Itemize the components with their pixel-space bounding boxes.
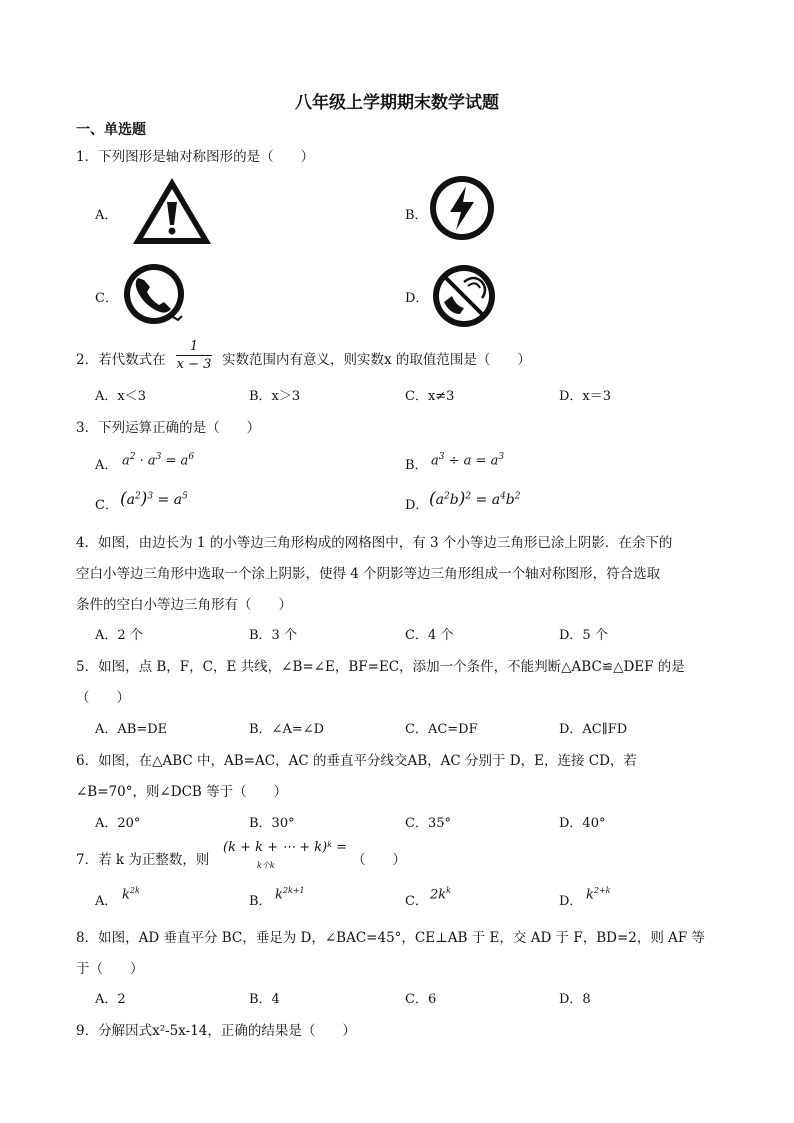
section-heading: 一、单选题 <box>76 122 146 138</box>
q2-option-d: D．x＝3 <box>559 389 612 404</box>
question-9-stem: 9．分解因式x²-5x-14，正确的结果是（ ） <box>76 1023 356 1039</box>
q3-option-b-expression: $a^3 \div a = a^3$ <box>431 452 505 469</box>
question-5-line-2: （ ） <box>76 690 130 706</box>
page-title: 八年级上学期期末数学试题 <box>295 93 499 113</box>
q4-option-b: B．3 个 <box>249 628 297 643</box>
q1-option-b-label: B． <box>405 208 428 223</box>
question-1-stem: 1．下列图形是轴对称图形的是（ ） <box>76 149 315 165</box>
q7-option-c-label: C． <box>405 894 428 909</box>
question-4-line-2: 空白小等边三角形中选取一个涂上阴影，使得 4 个阴影等边三角形组成一个轴对称图形，符合选取 <box>76 566 661 582</box>
telephone-icon <box>120 262 190 328</box>
q7-option-d-label: D． <box>559 894 583 909</box>
q8-option-c: C．6 <box>405 992 437 1007</box>
q7-option-b-expression: $k^{2k+1}$ <box>275 886 305 903</box>
warning-triangle-icon <box>130 175 214 247</box>
question-3-stem: 3．下列运算正确的是（ ） <box>76 420 261 436</box>
q3-option-b-label: B． <box>405 458 428 473</box>
question-4-line-1: 4．如图，由边长为 1 的小等边三角形构成的网格图中，有 3 个小等边三角形已涂上阴影．在余下的 <box>76 535 673 551</box>
q1-option-d-label: D． <box>405 291 429 306</box>
q8-option-d: D．8 <box>559 992 591 1007</box>
q3-option-d-label: D． <box>405 498 429 513</box>
question-8-line-2: 于（ ） <box>76 961 144 977</box>
q5-option-c: C．AC=DF <box>405 722 478 737</box>
q2-option-c: C．x≠3 <box>405 389 455 404</box>
q4-option-c: C．4 个 <box>405 628 454 643</box>
q6-option-c: C．35° <box>405 816 451 831</box>
q1-option-c-label: C． <box>95 291 118 306</box>
lightning-bolt-icon <box>428 174 496 242</box>
q7-option-c-expression: $2k^k$ <box>430 886 452 903</box>
question-2-suffix: 实数范围内有意义，则实数x 的取值范围是（ ） <box>222 352 531 368</box>
q4-option-d: D．5 个 <box>559 628 608 643</box>
question-6-line-2: ∠B=70°，则∠DCB 等于（ ） <box>76 784 288 800</box>
q7-option-b-label: B． <box>249 894 272 909</box>
q8-option-b: B．4 <box>249 992 280 1007</box>
fraction-denominator: x − 3 <box>176 357 212 372</box>
question-8-line-1: 8．如图，AD 垂直平分 BC，垂足为 D，∠BAC=45°，CE⊥AB 于 E，交 AD 于 F，BD=2，则 AF 等 <box>76 930 706 946</box>
q7-underbrace-label: k个k <box>257 861 275 870</box>
q3-option-a-expression: $a^2 \cdot a^3 = a^6$ <box>122 452 195 469</box>
q5-option-d: D．AC∥FD <box>559 722 628 737</box>
question-6-line-1: 6．如图，在△ABC 中，AB=AC，AC 的垂直平分线交AB，AC 分别于 D，E，连接 CD，若 <box>76 753 637 769</box>
q6-option-b: B．30° <box>249 816 295 831</box>
q3-option-d-expression: $(a^2b)^2 = a^4b^2$ <box>429 489 521 509</box>
q1-option-a-label: A． <box>95 208 118 223</box>
q5-option-a: A．AB=DE <box>95 722 168 737</box>
q7-expression: (k + k + ⋯ + k)ᵏ = <box>223 840 348 855</box>
q3-option-a-label: A． <box>95 458 118 473</box>
fraction-numerator: 1 <box>189 339 199 354</box>
q8-option-a: A．2 <box>95 992 126 1007</box>
q7-option-a-label: A． <box>95 894 118 909</box>
q2-option-a: A．x＜3 <box>95 389 146 404</box>
fraction-1-over-x-minus-3 <box>176 339 212 372</box>
q3-option-c-label: C． <box>95 498 118 513</box>
q7-option-d-expression: $k^{2+k}$ <box>586 886 611 903</box>
q7-option-a-expression: $k^{2k}$ <box>122 886 140 903</box>
q3-option-c-expression: $(a^2)^3 = a^5$ <box>120 489 188 509</box>
fraction-bar <box>176 355 212 356</box>
question-7-prefix: 7．若 k 为正整数，则 <box>76 852 210 868</box>
q2-option-b: B．x＞3 <box>249 389 301 404</box>
q4-option-a: A．2 个 <box>95 628 143 643</box>
question-2-prefix: 2．若代数式在 <box>76 352 166 368</box>
question-4-line-3: 条件的空白小等边三角形有（ ） <box>76 597 292 613</box>
no-smoking-icon <box>430 262 500 330</box>
question-7-suffix: （ ） <box>352 852 406 868</box>
q6-option-d: D．40° <box>559 816 606 831</box>
question-5-line-1: 5．如图，点 B，F，C，E 共线，∠B=∠E，BF=EC，添加一个条件，不能判断△ABC≌△DEF 的是 <box>76 659 685 675</box>
q5-option-b: B．∠A=∠D <box>249 722 325 737</box>
q6-option-a: A．20° <box>95 816 141 831</box>
